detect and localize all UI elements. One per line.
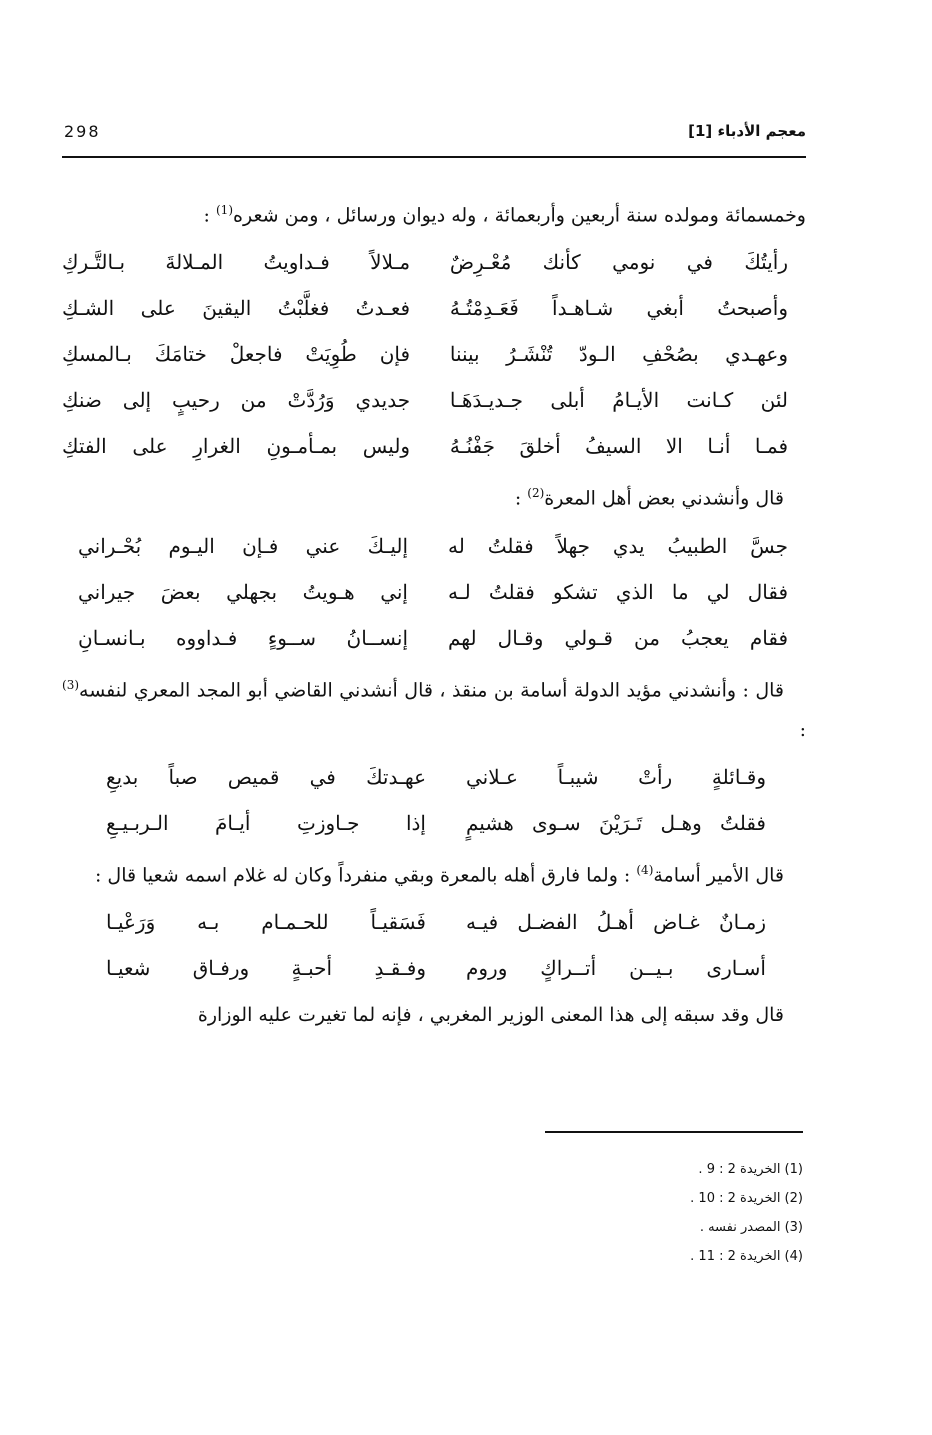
- footnote-item: (1) الخريدة 2 : 9 .: [698, 1162, 803, 1177]
- footnote-divider: [545, 1131, 803, 1133]
- paragraph-5: [62, 995, 806, 1035]
- intro-paragraph: [62, 190, 806, 235]
- first-hemistich: وأصبحتُ أبغي شـاهـداً فَعَـدِمْتُـهُ: [449, 296, 788, 321]
- book-title: معجم الأدباء [1]: [688, 122, 806, 140]
- footnote-ref-4: (4): [636, 862, 654, 877]
- verse: [62, 899, 806, 945]
- first-hemistich: فقلتُ وهـل تَـرَيْنَ سـوى هشيمٍ: [466, 810, 766, 835]
- paragraph-2: [62, 473, 806, 518]
- verse: [62, 615, 806, 661]
- first-hemistich: لئن كـانت الأيـامُ أبلى جـديـدَهَـا: [449, 388, 788, 413]
- second-hemistich: فإن طُوِيَتْ فاجعلْ ختامَكَ بـالمسكِ: [62, 342, 411, 367]
- paragraph-3-text: قال : وأنشدني مؤيد الدولة أسامة بن منقذ ، قال أنشدني القاضي أبو المجد المعري لنفسه: [79, 678, 784, 701]
- second-hemistich: جديدي وَرُدَّتْ من رحيبٍ إلى ضنكِ: [62, 388, 411, 413]
- first-hemistich: فقام يعجبُ من قـولي وقـال لهم: [448, 625, 788, 650]
- first-hemistich: جسَّ الطبيبُ يدي جهلاً فقلتُ له: [448, 533, 788, 558]
- paragraph-4-text: قال الأمير أسامة: [653, 864, 784, 887]
- poem-4: [62, 899, 806, 991]
- footnote-ref-2: (2): [527, 486, 545, 501]
- footnote-ref-3: (3): [62, 677, 80, 692]
- poem-2: [62, 523, 806, 661]
- second-hemistich: إذا جـاوزتِ أيـامَ الـربـيـعِ: [106, 810, 426, 835]
- first-hemistich: وقـائلةٍ رأتْ شيبـاً عـلاني: [466, 764, 766, 789]
- first-hemistich: فمـا أنـا الا السيفُ أخلقَ جَفْنُـهُ: [449, 434, 788, 459]
- verse: [62, 800, 806, 846]
- paragraph-3-tail: :: [799, 718, 806, 741]
- second-hemistich: وفـقـدِ أحبـةٍ ورفـاق شعيـا: [106, 956, 426, 981]
- paragraph-5-text: قال وقد سبقه إلى هذا المعنى الوزير المغربي ، فإنه لما تغيرت عليه الوزارة: [197, 1004, 784, 1027]
- paragraph-3: [62, 665, 806, 750]
- page-body: [62, 190, 806, 1035]
- page-header: [62, 122, 806, 158]
- second-hemistich: فعـدتُ فغلَّبْتُ اليقينَ على الشـكِ: [62, 296, 411, 321]
- paragraph-2-text: قال وأنشدني بعض أهل المعرة: [544, 487, 784, 510]
- intro-text: وخمسمائة ومولده سنة أربعين وأربعمائة ، وله ديوان ورسائل ، ومن شعره: [233, 204, 806, 227]
- paragraph-4-text-after: : ولما فارق أهله بالمعرة وبقي منفرداً وكان له غلام اسمه شعيا قال :: [94, 864, 637, 887]
- page-number: 298: [64, 122, 101, 141]
- intro-tail: :: [203, 204, 216, 227]
- second-hemistich: عهـدتكَ في قميص صباً بديعِ: [106, 764, 426, 789]
- second-hemistich: وليس بمـأمـونِ الغرارِ على الفتكِ: [62, 434, 411, 459]
- verse: [62, 754, 806, 800]
- footnotes: [545, 1155, 803, 1271]
- verse: [62, 377, 806, 423]
- verse: [62, 945, 806, 991]
- verse: [62, 239, 806, 285]
- footnote-item: (2) الخريدة 2 : 10 .: [690, 1191, 803, 1206]
- poem-3: [62, 754, 806, 846]
- footnote-ref-1: (1): [215, 203, 233, 217]
- first-hemistich: فقال لي ما الذي تشكو فقلتُ لـه: [448, 579, 788, 604]
- second-hemistich: إليـكَ عني فـإن اليـوم بُحْـراني: [78, 533, 408, 558]
- verse: [62, 523, 806, 569]
- poem-1: [62, 239, 806, 469]
- second-hemistich: فَسَقيـاً للحـمـام بـه وَرَعْيـا: [106, 910, 426, 935]
- second-hemistich: إني هـويتُ بجهلي بعضَ جيراني: [78, 579, 408, 604]
- first-hemistich: وعهـدي بصُحْفِ الـودّ تُنْشَـرُ بيننا: [449, 342, 788, 367]
- verse: [62, 423, 806, 469]
- first-hemistich: زمـانٌ غـاض أهـلُ الفضـل فيـه: [466, 910, 766, 935]
- second-hemistich: إنســانُ ســوءٍ فـداووه بـانسـانِ: [78, 625, 408, 650]
- verse: [62, 569, 806, 615]
- verse: [62, 331, 806, 377]
- second-hemistich: مـلالاً فـداويتُ المـلالةَ بـالتَّـركِ: [62, 250, 411, 275]
- footnote-item: (4) الخريدة 2 : 11 .: [690, 1249, 803, 1264]
- paragraph-2-tail: :: [514, 487, 528, 510]
- first-hemistich: أسـارى بـيــن أتــراكٍ وروم: [466, 956, 766, 981]
- verse: [62, 285, 806, 331]
- footnote-item: (3) المصدر نفسه .: [699, 1220, 803, 1235]
- paragraph-4: [62, 850, 806, 895]
- first-hemistich: رأيتُكَ في نومي كأنك مُعْـرِضٌ: [449, 250, 788, 275]
